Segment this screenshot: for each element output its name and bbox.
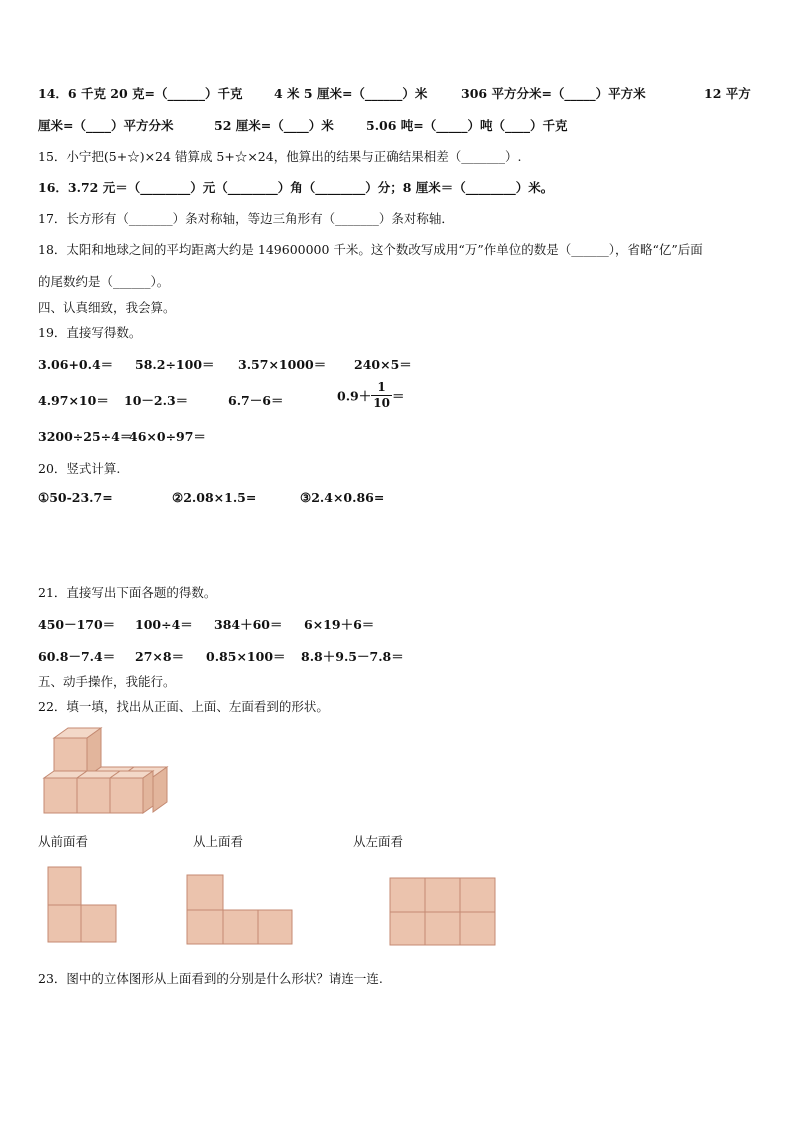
q21-expr: 27×8＝	[135, 649, 185, 664]
q21-expr: 384＋60＝	[214, 617, 283, 632]
q19-expr: 46×0÷97＝	[129, 429, 206, 444]
q17-text: 17．长方形有（_______）条对称轴，等边三角形有（_______）条对称轴．	[38, 211, 454, 226]
q16-text: 16．3.72 元＝（________）元（________）角（________）分；8 厘米＝（________）米。	[38, 180, 554, 195]
q23-text: 23．图中的立体图形从上面看到的分别是什么形状？请连一连.	[38, 971, 383, 986]
q14-item-area: 306 平方分米=（_____）平方米	[461, 86, 646, 101]
q14-item-ton: 5.06 吨=（_____）吨（____）千克	[366, 118, 568, 133]
q19-expr: 4.97×10＝	[38, 393, 109, 408]
q19-expr: 10－2.3＝	[124, 393, 189, 408]
caption-front-view: 从前面看	[38, 834, 89, 849]
q14-item-length: 4 米 5 厘米=（______）米	[274, 86, 428, 101]
q14-item-area2-start: 12 平方	[704, 86, 751, 101]
section4-heading: 四、认真细致，我会算。	[38, 300, 176, 315]
section5-heading: 五、动手操作，我能行。	[38, 674, 176, 689]
q21-title: 21．直接写出下面各题的得数。	[38, 585, 217, 600]
q14-item-cm: 52 厘米=（____）米	[214, 118, 334, 133]
fraction-prefix: 0.9＋	[337, 388, 372, 404]
q22-title: 22．填一填，找出从正面、上面、左面看到的形状。	[38, 699, 329, 714]
q19-expr: 3.06+0.4＝	[38, 357, 114, 372]
q18-line2: 的尾数约是（______）。	[38, 274, 170, 289]
q19-expr: 6.7－6＝	[228, 393, 284, 408]
left-view-shape	[389, 877, 497, 947]
caption-left-view: 从左面看	[353, 834, 404, 849]
q20-title: 20．竖式计算.	[38, 461, 121, 476]
front-view-shape	[47, 866, 119, 944]
q19-expr: 240×5＝	[354, 357, 412, 372]
top-view-shape	[186, 874, 294, 946]
cube-stack-figure	[40, 722, 172, 816]
q19-expr: 3.57×1000＝	[238, 357, 327, 372]
fraction-numerator: 1	[371, 380, 392, 396]
q15-text: 15．小宁把(5+☆)×24 错算成 5+☆×24，他算出的结果与正确结果相差（_______）.	[38, 149, 522, 164]
q19-expr: 58.2÷100＝	[135, 357, 215, 372]
q19-title: 19．直接写得数。	[38, 325, 142, 340]
q21-expr: 450－170＝	[38, 617, 116, 632]
q14-item-area2-end: 厘米=（____）平方分米	[38, 118, 174, 133]
q20-item: ③2.4×0.86=	[300, 490, 385, 505]
fraction	[371, 380, 392, 411]
q21-expr: 8.8＋9.5－7.8＝	[301, 649, 404, 664]
q20-item: ②2.08×1.5=	[172, 490, 257, 505]
fraction-denominator: 10	[373, 396, 390, 410]
q18-line1: 18．太阳和地球之间的平均距离大约是 149600000 千米。这个数改写成用“万”作单位的数是（______），省略“亿”后面	[38, 242, 703, 257]
q21-expr: 0.85×100＝	[206, 649, 286, 664]
q14-item-mass: 14．6 千克 20 克=（______）千克	[38, 86, 243, 101]
q19-fraction-expr	[337, 380, 404, 411]
q21-expr: 6×19＋6＝	[304, 617, 375, 632]
caption-top-view: 从上面看	[193, 834, 244, 849]
fraction-suffix: ＝	[391, 388, 405, 404]
q21-expr: 60.8－7.4＝	[38, 649, 116, 664]
q20-item: ①50-23.7=	[38, 490, 113, 505]
q21-expr: 100÷4＝	[135, 617, 193, 632]
q19-expr: 3200÷25÷4＝	[38, 429, 133, 444]
